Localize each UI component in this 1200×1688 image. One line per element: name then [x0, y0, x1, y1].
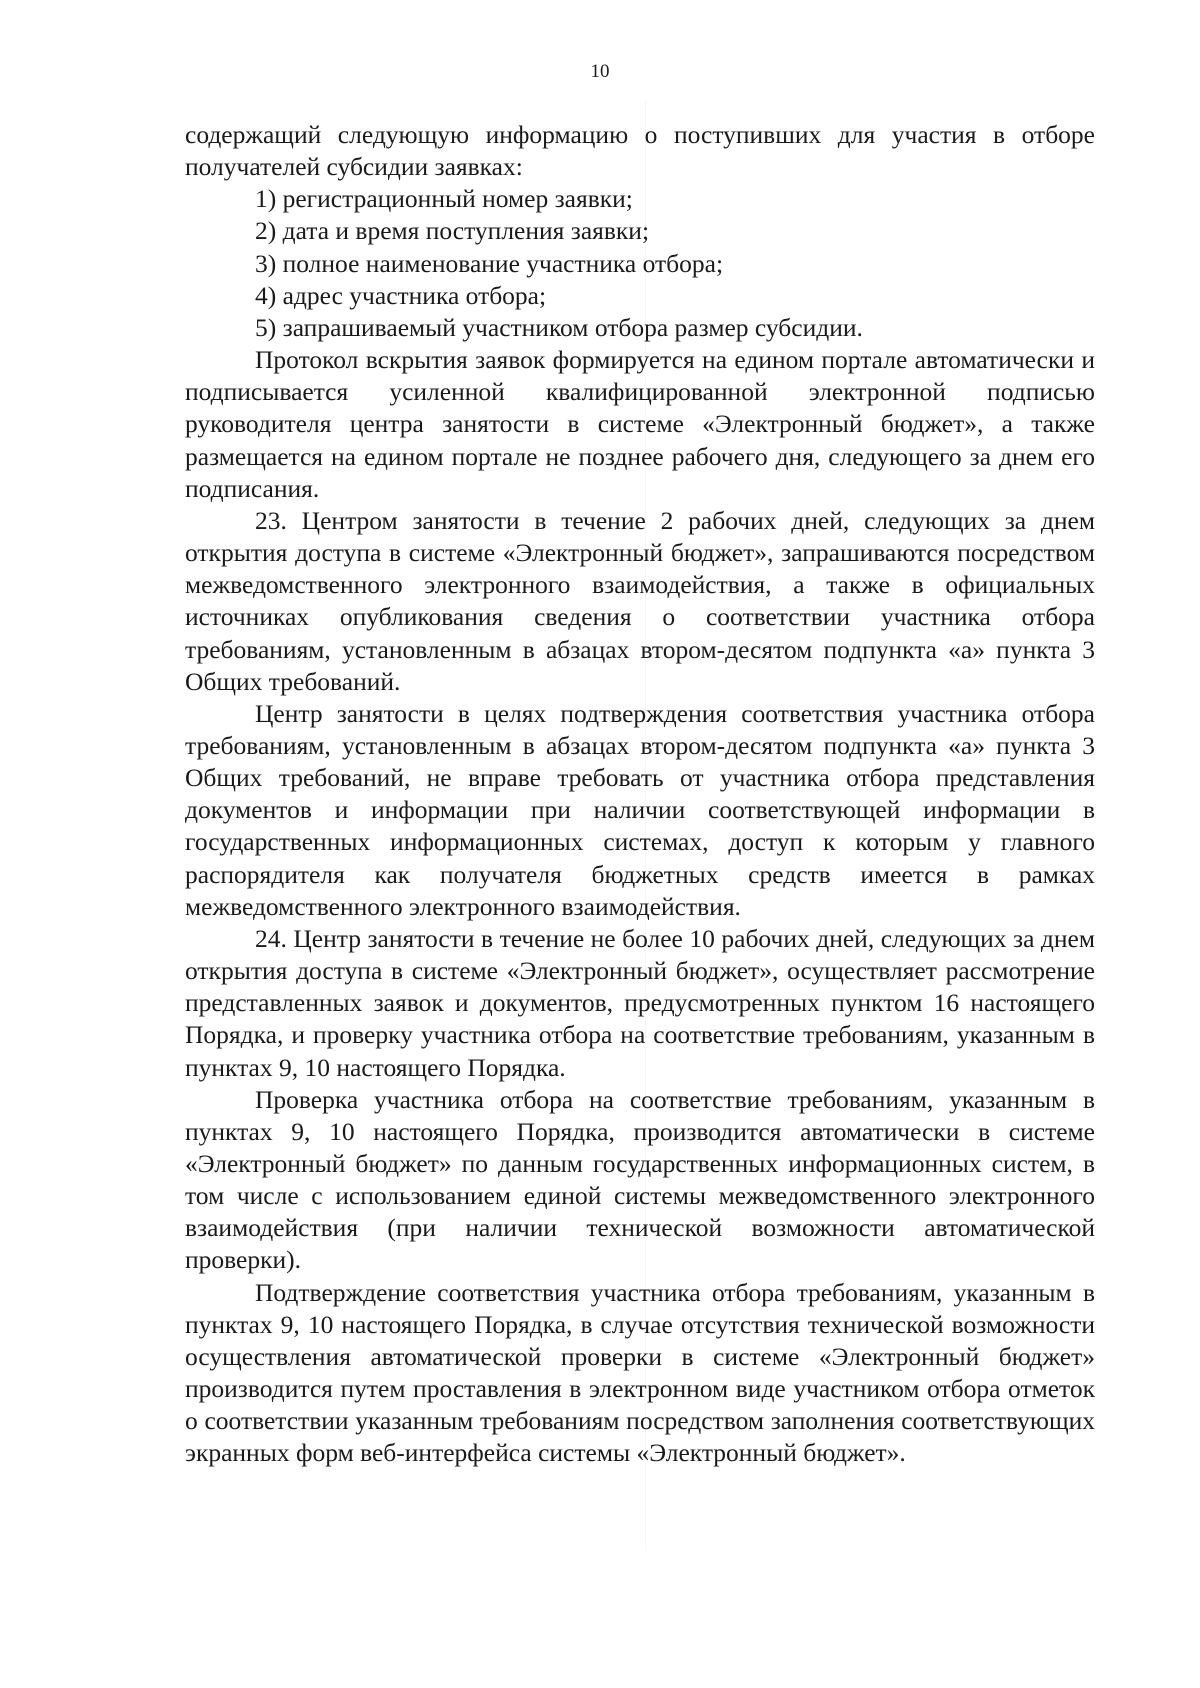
paragraph-confirmation: Подтверждение соответствия участника отбора требованиям, указанным в пунктах 9, 10 настоящего Порядка, в случае отсутствия технической возможности осуществления автоматической проверки в системе «Электронный бюджет» производится путем проставления в электронном виде участником отбора отметок о соответствии указанным требованиям посредством заполнения соответствующих экранных форм веб-интерфейса системы «Электронный бюджет».: [185, 1277, 1095, 1468]
paragraph-protocol: Протокол вскрытия заявок формируется на едином портале автоматически и подписывается усиленной квалифицированной электронной подписью руководителя центра занятости в системе «Электронный бюджет», а также размещается на едином портале не позднее рабочего дня, следующего за днем его подписания.: [185, 345, 1095, 503]
document-body: [185, 119, 1095, 1470]
list-item: 4) адрес участника отбора;: [255, 280, 547, 310]
paragraph-intro: содержащий следующую информацию о поступивших для участия в отборе получателей субсидии заявках:: [185, 120, 1095, 182]
list-item: 2) дата и время поступления заявки;: [255, 216, 650, 246]
paragraph-automatic-check: Проверка участника отбора на соответствие требованиям, указанным в пунктах 9, 10 настоящего Порядка, производится автоматически в системе «Электронный бюджет» по данным государственных информационных систем, в том числе с использованием единой системы межведомственного электронного взаимодействия (при наличии технической возможности автоматической проверки).: [185, 1084, 1095, 1275]
list-item: 5) запрашиваемый участником отбора размер субсидии.: [255, 312, 863, 342]
paragraph-24: 24. Центр занятости в течение не более 10 рабочих дней, следующих за днем открытия доступа в системе «Электронный бюджет», осуществляет рассмотрение представленных заявок и документов, предусмотренных пунктом 16 настоящего Порядка, и проверку участника отбора на соответствие требованиям, указанным в пунктах 9, 10 настоящего Порядка.: [185, 923, 1095, 1082]
list-item: 3) полное наименование участника отбора;: [255, 248, 724, 278]
paragraph-employment-center: Центр занятости в целях подтверждения соответствия участника отбора требованиям, установленным в абзацах втором-десятом подпункта «а» пункта 3 Общих требований, не вправе требовать от участника отбора представления документов и информации при наличии соответствующей информации в государственных информационных системах, доступ к которым у главного распорядителя как получателя бюджетных средств имеется в рамках межведомственного электронного взаимодействия.: [185, 698, 1095, 921]
list-item: 1) регистрационный номер заявки;: [255, 184, 633, 214]
page-number: 10: [590, 61, 610, 82]
paragraph-23: 23. Центром занятости в течение 2 рабочих дней, следующих за днем открытия доступа в системе «Электронный бюджет», запрашиваются посредством межведомственного электронного взаимодействия, а также в официальных источниках опубликования сведения о соответствии участника отбора требованиям, установленным в абзацах втором-десятом подпункта «а» пункта 3 Общих требований.: [185, 505, 1095, 696]
